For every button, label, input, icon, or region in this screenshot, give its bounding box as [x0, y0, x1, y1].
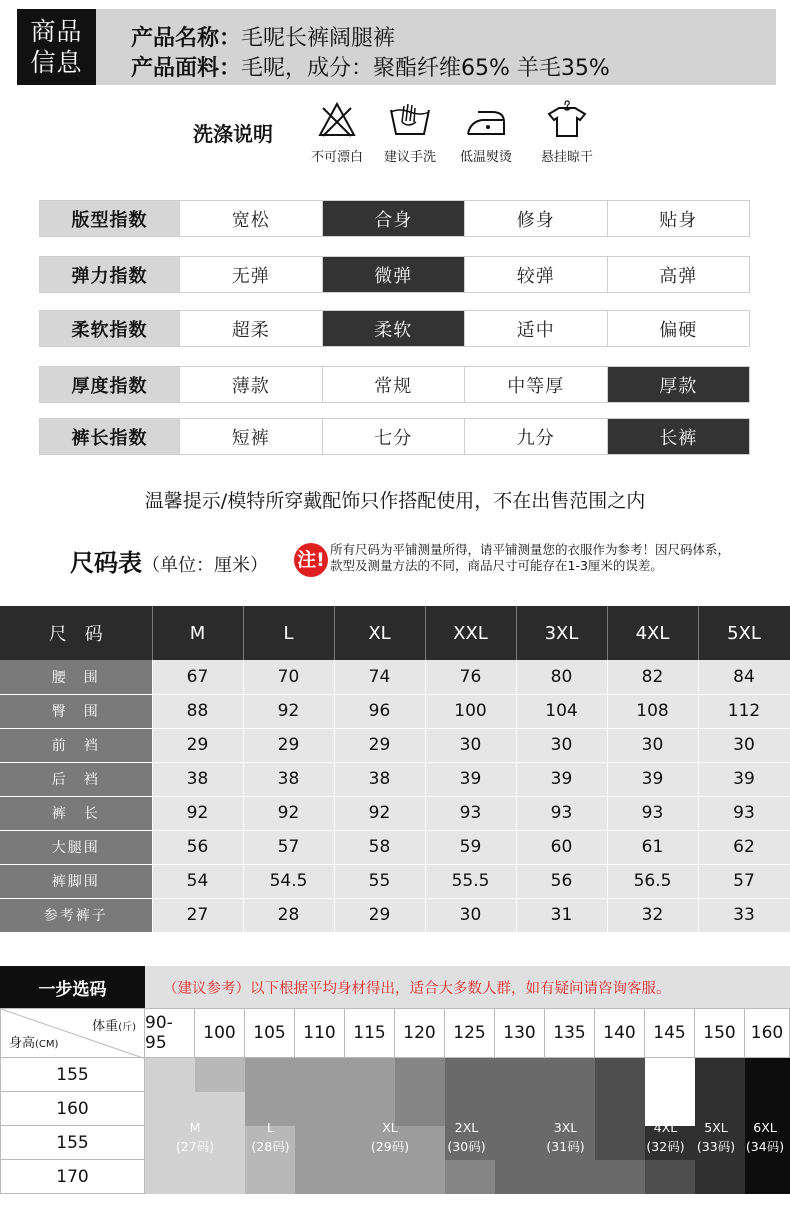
table-cell: 84	[698, 660, 790, 694]
index-option: 中等厚	[464, 367, 607, 402]
index-option: 宽松	[179, 201, 322, 236]
product-fabric-value: 毛呢，成分：聚酯纤维65% 羊毛35%	[241, 56, 610, 81]
table-cell: 93	[425, 796, 516, 830]
zone-size: 3XL	[553, 1120, 578, 1135]
guide-note: （建议参考）以下根据平均身材得出，适合大多数人群，如有疑问请咨询客服。	[145, 966, 790, 1008]
table-cell: 32	[607, 898, 698, 932]
table-cell: 28	[243, 898, 334, 932]
height-header: 155	[0, 1126, 145, 1160]
size-zone-label	[340, 1118, 440, 1156]
table-cell: 38	[152, 762, 243, 796]
product-name-line	[131, 21, 395, 52]
table-cell: 57	[243, 830, 334, 864]
index-row-elasticity	[39, 256, 750, 293]
product-fabric-label: 产品面料：	[131, 56, 242, 81]
table-cell: 92	[152, 796, 243, 830]
size-zone-label	[445, 1118, 488, 1156]
wash-item-low-iron	[446, 100, 526, 165]
weight-header: 160	[745, 1008, 790, 1058]
index-option: 偏硬	[607, 311, 750, 346]
table-cell: 93	[698, 796, 790, 830]
size-zone	[245, 1058, 395, 1126]
table-cell: 80	[516, 660, 607, 694]
table-cell: 88	[152, 694, 243, 728]
table-cell: 70	[243, 660, 334, 694]
size-header: XXL	[425, 606, 516, 660]
height-label: 身高	[9, 1036, 36, 1051]
table-cell: 31	[516, 898, 607, 932]
zone-code: (30码)	[447, 1139, 486, 1154]
index-row-softness	[39, 310, 750, 347]
table-cell: 29	[334, 728, 425, 762]
zone-code: (34码)	[745, 1139, 785, 1154]
table-cell: 39	[698, 762, 790, 796]
index-option: 高弹	[607, 257, 750, 292]
size-chart-unit: （单位：厘米）	[142, 555, 268, 576]
height-header: 155	[0, 1058, 145, 1092]
row-label: 前 裆	[0, 728, 152, 762]
table-row	[0, 762, 790, 796]
product-info-badge	[17, 9, 96, 85]
row-label: 裤脚围	[0, 864, 152, 898]
zone-code: (29码)	[370, 1139, 410, 1154]
index-option-selected: 柔软	[322, 311, 465, 346]
product-info-header	[17, 9, 776, 85]
index-row-fit	[39, 200, 750, 237]
table-cell: 56	[152, 830, 243, 864]
index-option: 较弹	[464, 257, 607, 292]
weight-header: 130	[495, 1008, 545, 1058]
table-cell: 55	[334, 864, 425, 898]
badge-line-2: 信息	[30, 48, 83, 77]
index-option: 适中	[464, 311, 607, 346]
table-cell: 54	[152, 864, 243, 898]
table-cell: 55.5	[425, 864, 516, 898]
index-row-length	[39, 418, 750, 455]
row-label: 后 裆	[0, 762, 152, 796]
index-row-thickness	[39, 366, 750, 403]
height-header: 160	[0, 1092, 145, 1126]
wash-item-hang-dry	[527, 100, 607, 165]
weight-header: 135	[545, 1008, 595, 1058]
index-option: 超柔	[179, 311, 322, 346]
table-cell: 57	[698, 864, 790, 898]
size-zone-label	[741, 1118, 789, 1156]
table-cell: 39	[607, 762, 698, 796]
row-label: 腰 围	[0, 660, 152, 694]
table-cell: 104	[516, 694, 607, 728]
zone-size: 4XL	[653, 1120, 678, 1135]
table-row	[0, 796, 790, 830]
weight-header: 115	[345, 1008, 395, 1058]
size-header: M	[152, 606, 243, 660]
size-header-corner: 尺 码	[0, 606, 152, 660]
zone-code: (27码)	[175, 1139, 215, 1154]
table-cell: 39	[516, 762, 607, 796]
size-zone-label	[543, 1118, 588, 1156]
table-cell: 29	[243, 728, 334, 762]
wash-label: 建议手洗	[383, 150, 436, 165]
table-cell: 100	[425, 694, 516, 728]
table-cell: 54.5	[243, 864, 334, 898]
table-cell: 92	[243, 796, 334, 830]
table-cell: 59	[425, 830, 516, 864]
table-cell: 56	[516, 864, 607, 898]
table-cell: 30	[516, 728, 607, 762]
index-option: 贴身	[607, 201, 750, 236]
size-zone	[645, 1160, 695, 1194]
table-cell: 30	[425, 898, 516, 932]
weight-header: 140	[595, 1008, 645, 1058]
table-cell: 38	[334, 762, 425, 796]
badge-line-1: 商品	[30, 17, 83, 46]
table-cell: 60	[516, 830, 607, 864]
weight-header: 105	[245, 1008, 295, 1058]
wash-label: 悬挂晾干	[540, 150, 593, 165]
table-cell: 56.5	[607, 864, 698, 898]
row-label: 臀 围	[0, 694, 152, 728]
size-zone-label	[243, 1118, 298, 1156]
table-cell: 58	[334, 830, 425, 864]
guide-title: 一步选码	[0, 966, 145, 1008]
table-row	[0, 694, 790, 728]
size-zone	[595, 1058, 645, 1160]
size-header: XL	[334, 606, 425, 660]
weight-header: 145	[645, 1008, 695, 1058]
table-cell: 30	[607, 728, 698, 762]
index-label: 裤长指数	[40, 419, 179, 454]
weight-header: 110	[295, 1008, 345, 1058]
table-row	[0, 660, 790, 694]
weight-label: 体重	[92, 1019, 119, 1034]
index-option: 常规	[322, 367, 465, 402]
height-header: 170	[0, 1160, 145, 1194]
wash-title: 洗涤说明	[193, 122, 273, 146]
size-zone-label	[145, 1118, 245, 1156]
table-cell: 38	[243, 762, 334, 796]
index-label: 弹力指数	[40, 257, 179, 292]
size-zone-label	[693, 1118, 739, 1156]
note-badge: 注!	[294, 543, 328, 577]
row-label: 参考裤子	[0, 898, 152, 932]
index-option-selected: 合身	[322, 201, 465, 236]
index-option-selected: 微弹	[322, 257, 465, 292]
table-cell: 96	[334, 694, 425, 728]
height-unit: (CM)	[35, 1039, 59, 1050]
zone-code: (31码)	[546, 1139, 585, 1154]
size-header: L	[243, 606, 334, 660]
model-accessory-tip: 温馨提示/模特所穿戴配饰只作搭配使用，不在出售范围之内	[144, 490, 646, 512]
table-cell: 112	[698, 694, 790, 728]
table-cell: 76	[425, 660, 516, 694]
zone-size: 5XL	[704, 1120, 728, 1135]
table-cell: 108	[607, 694, 698, 728]
hang-dry-icon	[545, 100, 589, 140]
wash-item-hand-wash	[370, 100, 450, 165]
size-header: 5XL	[698, 606, 790, 660]
zone-code: (28码)	[251, 1139, 290, 1154]
zone-size: L	[267, 1120, 274, 1135]
weight-header: 150	[695, 1008, 745, 1058]
hand-wash-icon	[388, 100, 432, 140]
weight-header: 100	[195, 1008, 245, 1058]
low-iron-icon	[462, 100, 510, 140]
index-option: 修身	[464, 201, 607, 236]
weight-header: 125	[445, 1008, 495, 1058]
measurement-note: 所有尺码为平铺测量所得，请平铺测量您的衣服作为参考！因尺码体系，款型及测量方法的不同，商品尺寸可能存在1-3厘米的误差。	[330, 542, 731, 573]
size-table	[0, 606, 790, 933]
size-header: 3XL	[516, 606, 607, 660]
size-header: 4XL	[607, 606, 698, 660]
zone-size: 2XL	[454, 1120, 479, 1135]
product-name-value: 毛呢长裤阔腿裤	[241, 26, 396, 51]
table-row	[0, 830, 790, 864]
table-cell: 29	[152, 728, 243, 762]
size-chart-title	[70, 543, 268, 578]
index-option-selected: 厚款	[607, 367, 750, 402]
size-zone	[395, 1058, 445, 1126]
table-cell: 93	[607, 796, 698, 830]
table-cell: 61	[607, 830, 698, 864]
table-cell: 67	[152, 660, 243, 694]
index-option: 无弹	[179, 257, 322, 292]
table-cell: 92	[243, 694, 334, 728]
index-option: 薄款	[179, 367, 322, 402]
height-axis-label	[9, 1032, 58, 1051]
size-table-header	[0, 606, 790, 660]
size-chart-heading: 尺码表	[70, 549, 142, 577]
table-cell: 93	[516, 796, 607, 830]
table-row	[0, 864, 790, 898]
zone-size: M	[189, 1120, 201, 1135]
no-bleach-icon	[317, 100, 357, 140]
index-option: 九分	[464, 419, 607, 454]
weight-header: 120	[395, 1008, 445, 1058]
wash-label: 不可漂白	[310, 150, 363, 165]
size-zone	[495, 1160, 645, 1194]
table-cell: 30	[698, 728, 790, 762]
table-cell: 82	[607, 660, 698, 694]
table-cell: 39	[425, 762, 516, 796]
product-fabric-line	[131, 51, 610, 82]
zone-size: 6XL	[753, 1120, 777, 1135]
table-row	[0, 898, 790, 932]
table-row	[0, 728, 790, 762]
index-label: 版型指数	[40, 201, 179, 236]
table-cell: 62	[698, 830, 790, 864]
size-zone-label	[643, 1118, 688, 1156]
index-label: 柔软指数	[40, 311, 179, 346]
table-cell: 27	[152, 898, 243, 932]
zone-code: (32码)	[646, 1139, 685, 1154]
zone-size: XL	[382, 1120, 398, 1135]
index-option: 七分	[322, 419, 465, 454]
row-label: 裤 长	[0, 796, 152, 830]
guide-corner	[0, 1008, 145, 1058]
index-label: 厚度指数	[40, 367, 179, 402]
wash-item-no-bleach	[297, 100, 377, 165]
row-label: 大腿围	[0, 830, 152, 864]
weight-header: 90-95	[145, 1008, 195, 1058]
index-option-selected: 长裤	[607, 419, 750, 454]
table-cell: 29	[334, 898, 425, 932]
weight-unit: (斤)	[118, 1022, 136, 1033]
wash-label: 低温熨烫	[459, 150, 512, 165]
zone-code: (33码)	[696, 1139, 736, 1154]
index-option: 短裤	[179, 419, 322, 454]
product-name-label: 产品名称：	[131, 26, 242, 51]
weight-axis-label	[92, 1015, 136, 1034]
table-cell: 33	[698, 898, 790, 932]
size-zone	[195, 1058, 245, 1092]
table-cell: 92	[334, 796, 425, 830]
table-cell: 30	[425, 728, 516, 762]
table-cell: 74	[334, 660, 425, 694]
